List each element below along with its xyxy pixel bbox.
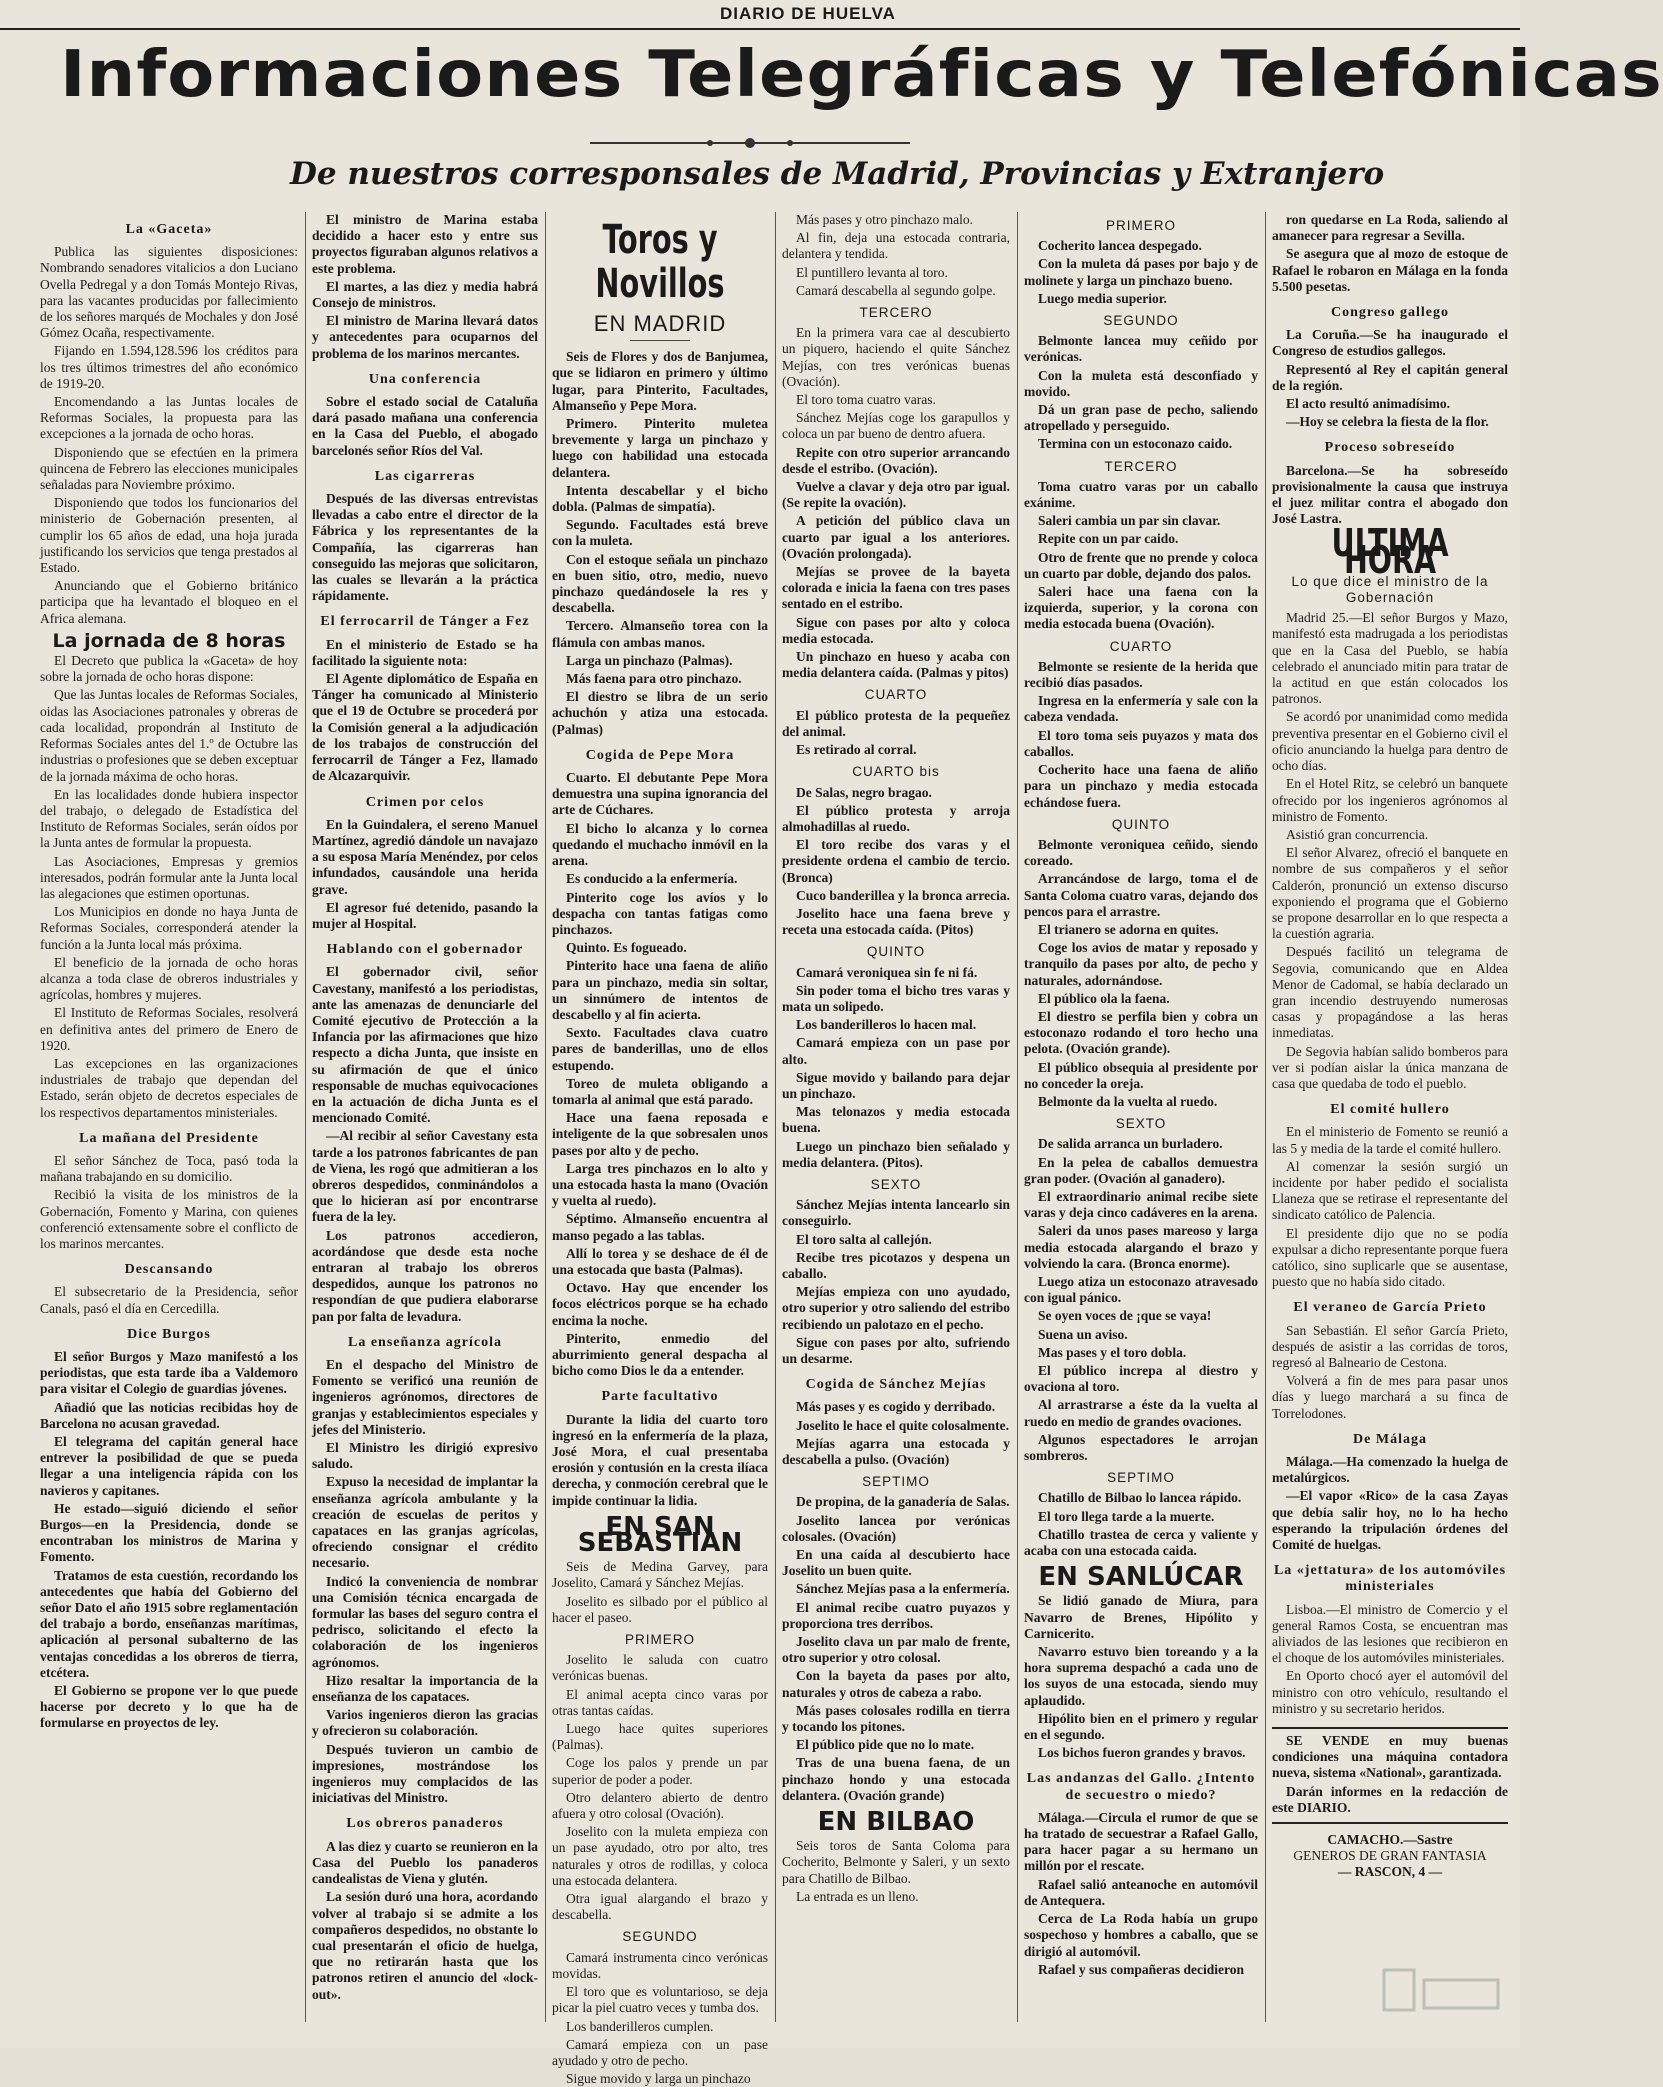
section-title: Toros y Novillos <box>595 217 725 307</box>
section-heading: Cogida de Pepe Mora <box>585 747 735 763</box>
paragraph: Algunos espectadores le arrojan sombreros. <box>1024 1431 1258 1464</box>
paragraph: Un pinchazo en hueso y acaba con media delantera caída. (Palmas y pitos) <box>782 649 1010 681</box>
paragraph: Chatillo de Bilbao lo lancea rápido. <box>1038 1490 1242 1506</box>
paragraph: En el Hotel Ritz, se celebró un banquete ofrecido por los ingenieros agrónomos al ministro de Fomento. <box>1272 776 1508 824</box>
paragraph: Sin poder toma el bicho tres varas y mata un solipedo. <box>782 982 1010 1014</box>
paragraph: Disponiendo que se efectúen en la primera quincena de Febrero las elecciones municipales señaladas para Noviembre próximo. <box>40 444 298 493</box>
paragraph: Los banderilleros lo hacen mal. <box>796 1017 977 1033</box>
paragraph: Séptimo. Almanseño encuentra al manso pegado a las tablas. <box>552 1211 768 1243</box>
paragraph: Saleri da unos pases mareoso y larga media estocada alargando el brazo y volviendo la cara. (Bronca enorme). <box>1024 1223 1258 1271</box>
paragraph: San Sebastián. El señor García Prieto, después de asistir a las corridas de toros, regresó al Balneario de Cestona. <box>1272 1322 1508 1370</box>
section-heading: Lo que dice el ministro de la Gobernación <box>1291 573 1489 606</box>
paragraph: Con el estoque señala un pinchazo en buen sitio, otro, medio, nuevo pinchazo quedándosele la res y descabella. <box>552 551 768 616</box>
paragraph: Octavo. Hay que encender los focos eléctricos porque se ha echado encima la noche. <box>552 1280 768 1328</box>
paragraph: Saleri cambia un par sin clavar. <box>1038 513 1221 529</box>
paragraph: En el ministerio de Fomento se reunió a las 5 y media de la tarde el comité hullero. <box>1272 1124 1508 1156</box>
paragraph: —El vapor «Rico» de la casa Zayas que debía salir hoy, no lo ha hecho esperando la tripulación órdenes del Comité de huelgas. <box>1272 1488 1508 1553</box>
paragraph: El acto resultó animadísimo. <box>1286 396 1451 412</box>
paragraph: Tras de una buena faena, de un pinchazo hondo y una estocada delantera. (Ovación grande) <box>782 1755 1010 1803</box>
paragraph: Sigue movido y larga un pinchazo <box>566 2071 751 2087</box>
paragraph: El Decreto que publica la «Gaceta» de hoy sobre la jornada de ocho horas dispone: <box>40 653 298 685</box>
paragraph: Cerca de La Roda había un grupo sospechoso y hombres a caballo, que se dirigió al automóvil. <box>1024 1911 1258 1959</box>
paragraph: Segundo. Facultades está breve con la muleta. <box>552 517 768 549</box>
paragraph: Las excepciones en las organizaciones industriales de trabajo que dependan del Estado, serán objeto de decretos especiales de los respectivos departamentos ministeriales. <box>40 1055 298 1120</box>
paragraph: Sánchez Mejías coge los garapullos y coloca un par bueno de dentro afuera. <box>782 410 1010 442</box>
column-6 <box>1272 212 1508 2032</box>
paragraph: Mas pases y el toro dobla. <box>1038 1344 1187 1360</box>
section-heading: Parte facultativo <box>601 1389 719 1405</box>
paragraph: El martes, a las diez y media habrá Consejo de ministros. <box>312 278 538 311</box>
paragraph: Seis de Flores y dos de Banjumea, que se lidiaron en primero y último lugar, para Pinterito, Facultades, Almanseño y Pepe Mora. <box>552 349 768 413</box>
paragraph: El toro llega tarde a la muerte. <box>1038 1508 1215 1524</box>
paragraph: Representó al Rey el capitán general de la región. <box>1272 361 1508 393</box>
section-heading: SEGUNDO <box>622 1929 698 1945</box>
paragraph: Barcelona.—Se ha sobreseído provisionalmente la causa que instruya el juez militar contra el abogado don José Lastra. <box>1272 462 1508 527</box>
paragraph: Sigue con pases por alto, sufriendo un desarme. <box>782 1334 1010 1366</box>
paragraph: Hace una faena reposada e inteligente de la que sobresalen unos pases por alto y de pecho. <box>552 1110 768 1158</box>
section-heading: PRIMERO <box>624 1632 695 1648</box>
section-heading: Hablando con el gobernador <box>326 942 524 958</box>
paragraph: De Salas, negro bragao. <box>796 784 932 800</box>
section-heading: SEPTIMO <box>862 1474 930 1490</box>
paragraph: Pinterito, enmedio del aburrimiento general despacha al bicho como Dios le da a entender. <box>552 1330 768 1379</box>
paragraph: Repite con un par caido. <box>1038 531 1179 547</box>
paragraph: El bicho lo alcanza y lo cornea quedando el muchacho inmóvil en la arena. <box>552 820 768 869</box>
section-heading: La «jettatura» de los automóviles ministeriales <box>1273 1563 1507 1595</box>
paragraph: Ingresa en la enfermería y sale con la cabeza vendada. <box>1024 693 1258 725</box>
paragraph: El toro salta al callejón. <box>796 1231 932 1247</box>
paragraph: Málaga.—Ha comenzado la huelga de metalúrgicos. <box>1272 1454 1508 1486</box>
city-heading: EN MADRID <box>593 311 727 336</box>
paragraph: Cuarto. El debutante Pepe Mora demuestra una supina ignorancia del arte de Cúchares. <box>552 770 768 818</box>
column-3 <box>552 212 768 2087</box>
paragraph: Joselito lancea por verónicas colosales. (Ovación) <box>782 1512 1010 1544</box>
paragraph: Camará instrumenta cinco verónicas movidas. <box>552 1949 768 1981</box>
paragraph: La entrada es un lleno. <box>796 1888 919 1904</box>
paragraph: He estado—siguió diciendo el señor Burgos—en la Presidencia, donde se encontraban los ministros de Marina y Fomento. <box>40 1500 298 1565</box>
paragraph: Las Asociaciones, Empresas y gremios interesados, podrán formular ante la Junta local las alegaciones que estimen oportunas. <box>40 853 298 901</box>
city-heading: EN SANLÚCAR <box>1038 1562 1244 1593</box>
paragraph: Camará empieza con un pase ayudado y otro de pecho. <box>552 2036 768 2068</box>
section-heading: La «Gaceta» <box>125 222 213 237</box>
paragraph: El ministro de Marina llevará datos y antecedentes para ocuparnos del problema de los marinos mercantes. <box>312 313 538 361</box>
paragraph: Con la bayeta da pases por alto, naturales y otros de cabeza a rabo. <box>782 1668 1010 1700</box>
ad-text: SE VENDE en muy buenas condiciones una máquina contadora nueva, sistema «National», garantizada. <box>1272 1733 1508 1781</box>
paragraph: De propina, de la ganadería de Salas. <box>796 1494 1010 1510</box>
paragraph: Se acordó por unanimidad como medida preventiva presentar en el Gobierno civil el oficio anunciando la huelga para dentro de ocho días. <box>1272 709 1508 774</box>
paragraph: Anunciando que el Gobierno británico participa que ha levantado el bloqueo en el Africa alemana. <box>40 578 298 626</box>
paragraph: Sigue con pases por alto y coloca media estocada. <box>782 614 1010 646</box>
column-4 <box>782 212 1010 2032</box>
ad-text: GENEROS DE GRAN FANTASIA <box>1293 1848 1487 1864</box>
paragraph: El diestro se libra de un serio achuchón y atiza una estocada. (Palmas) <box>552 689 768 737</box>
paragraph: Mejías se provee de la bayeta colorada e inicia la faena con tres pases sentado en el estribo. <box>782 564 1010 612</box>
paragraph: El Agente diplomático de España en Tánger ha comunicado al Ministerio que el 19 de Octubre se procederá por la Comisión general a la adjudicación de los trabajos de construcción del ferrocarril de Tánger a Fez, llamado de Alcazarquivir. <box>312 671 538 784</box>
paragraph: Más pases colosales rodilla en tierra y tocando los pitones. <box>782 1702 1010 1735</box>
masthead-title: DIARIO DE HUELVA <box>720 4 896 23</box>
paragraph: El señor Alvarez, ofreció el banquete en nombre de sus compañeros y el señor Calderón, pronunció un extenso discurso exponiendo el programa que el Gobierno se propone desarrollar en lo que respecta a la cuestión agraria. <box>1272 845 1508 942</box>
column-rule <box>1265 212 1266 2022</box>
paragraph: Se oyen voces de ¡que se vaya! <box>1038 1308 1212 1324</box>
paragraph: Primero. Pinterito muletea brevemente y larga un pinchazo y luego con habilidad una estocada delantera. <box>552 416 768 480</box>
section-heading: Las andanzas del Gallo. ¿Intento de secuestro o miedo? <box>1026 1771 1256 1803</box>
paragraph: El diestro se perfila bien y cobra un estoconazo rodando el toro hecho una pelota. (Ovación grande). <box>1024 1008 1258 1057</box>
paragraph: El toro toma seis puyazos y mata dos caballos. <box>1024 727 1258 759</box>
paragraph: Volverá a fin de mes para pasar unos días y luego marchará a su finca de Torrelodones. <box>1272 1373 1508 1421</box>
paragraph: —Al recibir al señor Cavestany esta tarde a los patronos fabricantes de pan de Viena, les rogó que admitieran a los obreros despedidos, conminándolos a que lo hicieran así por encontrarse fuera de la ley. <box>312 1128 538 1225</box>
paragraph: El toro recibe dos varas y el presidente ordena el cambio de tercio. (Bronca) <box>782 837 1010 885</box>
paragraph: Los Municipios en donde no haya Junta de Reformas Sociales, corresponderá atender la función a la Junta local más próxima. <box>40 904 298 952</box>
paragraph: El Instituto de Reformas Sociales, resolverá en definitiva antes del primero de Enero de 1920. <box>40 1005 298 1053</box>
paragraph: En el ministerio de Estado se ha facilitado la siguiente nota: <box>312 636 538 668</box>
paragraph: Al comenzar la sesión surgió un incidente por haber pedido el socialista Llaneza que se retirase el representante del sindicato católico de Palencia. <box>1272 1158 1508 1223</box>
paragraph: Tratamos de esta cuestión, recordando los antecedentes que había del Gobierno del señor Dato el año 1915 sobre reglamentación del trabajo a bordo, enseñanzas marítimas, aplicación al personal subalterno de las ventajas concedidas a los obreros de tierra, etcétera. <box>40 1567 298 1680</box>
paragraph: Con la muleta dá pases por bajo y de molinete y larga un pinchazo bueno. <box>1024 256 1258 288</box>
paragraph: Málaga.—Circula el rumor de que se ha tratado de secuestrar a Rafael Gallo, para hacer pagar a su hermano un millón por el rescate. <box>1024 1809 1258 1874</box>
paragraph: Joselito le saluda con cuatro verónicas buenas. <box>552 1652 768 1684</box>
paragraph: El público ola la faena. <box>1038 990 1170 1006</box>
section-heading: La mañana del Presidente <box>79 1130 259 1146</box>
paragraph: Los patronos accedieron, acordándose que desde esta noche entraran al trabajo los obreros despedidos, aunque los patronos no respondían de que pudiera elaborarse pan por falta de levadura. <box>312 1227 538 1324</box>
paragraph: Indicó la conveniencia de nombrar una Comisión técnica encargada de formular las bases del seguro contra el pedrisco, solicitando el efecto la colaboración de los ingenieros agrónomos. <box>312 1573 538 1670</box>
section-heading: Congreso gallego <box>1330 305 1449 321</box>
paragraph: El telegrama del capitán general hace entrever la posibilidad de que se pueda llegar a una inteligencia rápida con los navieros y capitanes. <box>40 1434 298 1498</box>
paragraph: Al fin, deja una estocada contraria, delantera y tendida. <box>782 230 1010 262</box>
paragraph: Sánchez Mejías pasa a la enfermería. <box>796 1581 1010 1597</box>
paragraph: El Ministro les dirigió expresivo saludo. <box>312 1440 538 1472</box>
paragraph: Coge los avios de matar y reposado y tranquilo da pases por alto, de pecho y naturales, adornándose. <box>1024 940 1258 988</box>
paragraph: Camará empieza con un pase por alto. <box>782 1035 1010 1067</box>
paragraph: Después de las diversas entrevistas llevadas a cabo entre el director de la Fábrica y los representantes de la Compañía, las cigarreras han conseguido las mejoras que solicitaron, las cuales se llevarán a la práctica rápidamente. <box>312 491 538 604</box>
divider <box>630 340 690 341</box>
paragraph: El agresor fué detenido, pasando la mujer al Hospital. <box>312 899 538 931</box>
paragraph: Seis toros de Santa Coloma para Cocherito, Belmonte y Saleri, y un sexto para Chatillo de Bilbao. <box>782 1838 1010 1886</box>
paragraph: Lisboa.—El ministro de Comercio y el general Ramos Costa, se encuentran mas aliviados de las lesiones que recibieron en el choque de los automóviles ministeriales. <box>1272 1601 1508 1666</box>
masthead <box>0 0 1520 30</box>
section-heading: El comité hullero <box>1330 1102 1450 1118</box>
column-rule <box>305 212 306 2022</box>
column-2 <box>312 212 538 2032</box>
paragraph: Sexto. Facultades clava cuatro pares de banderillas, uno de ellos estupendo. <box>552 1025 768 1073</box>
paragraph: En una caída al descubierto hace Joselito un buen quite. <box>782 1547 1010 1579</box>
section-heading: Cogida de Sánchez Mejías <box>805 1377 987 1393</box>
paragraph: Los banderilleros cumplen. <box>566 2018 714 2034</box>
paragraph: Después facilitó un telegrama de Segovia, comunicando que en Aldea Menor de Cadomal, se había declarado un gran incendio destruyendo numerosas casas y propagándose a las heras inmediatas. <box>1272 944 1508 1041</box>
paragraph: El extraordinario animal recibe siete varas y deja cinco cadáveres en la arena. <box>1024 1188 1258 1221</box>
paragraph: Que las Juntas locales de Reformas Sociales, oidas las Asociaciones patronales y obreras de cada localidad, propondrán al Instituto de Reformas Sociales antes del 1.º de Octubre las industrias o profesiones que se deben exceptuar de la jornada máxima de ocho horas. <box>40 687 298 784</box>
paragraph: Cuco banderillea y la bronca arrecia. <box>796 887 1010 903</box>
paragraph: En la Guindalera, el sereno Manuel Martínez, agredió dándole un navajazo a su esposa María Menéndez, por celos infundados, causándole una herida grave. <box>312 816 538 897</box>
paragraph: Termina con un estoconazo caido. <box>1038 436 1233 452</box>
paragraph: Recibe tres picotazos y despena un caballo. <box>782 1249 1010 1281</box>
classified-ad <box>1272 1727 1508 1824</box>
tailor-ad <box>1272 1832 1508 1881</box>
paragraph: Mas telonazos y media estocada buena. <box>782 1104 1010 1136</box>
section-heading: Dice Burgos <box>127 1326 211 1342</box>
paragraph: Sánchez Mejías intenta lancearlo sin conseguirlo. <box>782 1197 1010 1229</box>
paragraph: Belmonte da la vuelta al ruedo. <box>1038 1093 1218 1109</box>
paragraph: Asistió gran concurrencia. <box>1286 826 1429 842</box>
paragraph: Camará veroniquea sin fe ni fá. <box>796 964 978 980</box>
paragraph: ron quedarse en La Roda, saliendo al amanecer para regresar a Sevilla. <box>1272 212 1508 244</box>
paragraph: Madrid 25.—El señor Burgos y Mazo, manifestó esta madrugada a los periodistas que en la Casa del Pueblo, se había celebrado el anunciado mitin para tratar de la actitud en que están colocados los patronos. <box>1272 610 1508 707</box>
paragraph: Tercero. Almanseño torea con la flámula con ambas manos. <box>552 618 768 650</box>
paragraph: Al arrastrarse a éste da la vuelta al ruedo en medio de grandes ovaciones. <box>1024 1397 1258 1429</box>
section-heading: TERCERO <box>859 305 933 321</box>
paragraph: A petición del público clava un cuarto par igual a los anteriores. (Ovación prolongada). <box>782 513 1010 561</box>
paragraph: La Coruña.—Se ha inaugurado el Congreso de estudios gallegos. <box>1272 327 1508 359</box>
paragraph: El presidente dijo que no se podía expulsar a dicho representante porque fuera católico, sino suplicarle que se ausentase, puesto que no había sido citado. <box>1272 1225 1508 1290</box>
paragraph: El público pide que no lo mate. <box>796 1737 975 1753</box>
ad-address: — RASCON, 4 — <box>1337 1864 1443 1880</box>
paragraph: Es conducido a la enfermería. <box>566 871 738 887</box>
ornament-divider <box>590 136 910 150</box>
paragraph: Otro delantero abierto de dentro afuera y otro colosal (Ovación). <box>552 1789 768 1822</box>
paragraph: El Gobierno se propone ver lo que puede hacerse por decreto y lo que ha de formularse en proyectos de ley. <box>40 1683 298 1731</box>
paragraph: Belmonte se resiente de la herida que recibió días pasados. <box>1024 658 1258 691</box>
paragraph: Luego hace quites superiores (Palmas). <box>552 1721 768 1753</box>
section-heading: CUARTO <box>1109 638 1173 654</box>
paragraph: Cocherito hace una faena de aliño para un pinchazo y media estocada echándose fuera. <box>1024 762 1258 810</box>
section-heading: TERCERO <box>1104 458 1178 474</box>
paragraph: Los bichos fueron grandes y bravos. <box>1038 1745 1246 1761</box>
ultima-hora-title: ULTIMA HORA <box>1331 521 1449 582</box>
paragraph: Larga tres pinchazos en lo alto y una estocada hasta la mano (Ovación y vuelta al ruedo). <box>552 1160 768 1209</box>
paragraph: Fijando en 1.594,128.596 los créditos para los tres últimos trimestres del año económico de 1919-20. <box>40 343 298 391</box>
paragraph: El señor Burgos y Mazo manifestó a los periodistas, que esta tarde iba a Valdemoro para visitar el Colegio de guardias jóvenes. <box>40 1349 298 1397</box>
paragraph: Mejías empieza con uno ayudado, otro superior y otro saliendo del estribo recibiendo un palotazo en el pecho. <box>782 1284 1010 1332</box>
paragraph: A las diez y cuarto se reunieron en la Casa del Pueblo los panaderos candealistas de Viena y glutén. <box>312 1838 538 1887</box>
paragraph: Luego media superior. <box>1038 290 1167 306</box>
paragraph: Añadió que las noticias recibidas hoy de Barcelona no acusan gravedad. <box>40 1399 298 1431</box>
paragraph: En la pelea de caballos demuestra gran poder. (Ovación al ganadero). <box>1024 1154 1258 1186</box>
paragraph: Después tuvieron un cambio de impresiones, mostrándose los ingenieros muy complacidos de las iniciativas del Ministro. <box>312 1741 538 1806</box>
paragraph: El animal acepta cinco varas por otras tantas caídas. <box>552 1686 768 1718</box>
paragraph: Joselito le hace el quite colosalmente. <box>796 1417 1009 1433</box>
paragraph: Toma cuatro varas por un caballo exánime. <box>1024 478 1258 511</box>
paragraph: Encomendando a las Juntas locales de Reformas Sociales, la propuesta para las excepciones a la jornada de ocho horas. <box>40 394 298 442</box>
section-heading: QUINTO <box>1111 816 1171 832</box>
paragraph: El gobernador civil, señor Cavestany, manifestó a los periodistas, ante las amenazas de denunciarle del Comité ejecutivo de Protección a la Infancia por las afirmaciones que hizo respecto a dicha Junta, que insiste en su afirmación de que el único responsable de muchas equivocaciones en la actuación de dicha Junta es el mencionado Comité. <box>312 964 538 1126</box>
paragraph: Intenta descabellar y el bicho dobla. (Palmas de simpatía). <box>552 482 768 515</box>
paragraph: Joselito clava un par malo de frente, otro superior y otro colosal. <box>782 1634 1010 1666</box>
paragraph: Toreo de muleta obligando a tomarla al animal que está parado. <box>552 1075 768 1107</box>
paragraph: El beneficio de la jornada de ocho horas alcanza a toda clase de obreros industriales y agrícolas, hombres y mujeres. <box>40 954 298 1003</box>
paragraph: Joselito con la muleta empieza con un pase ayudado, otro por alto, tres naturales y otros de rodillas, y coloca una estocada delantera. <box>552 1824 768 1888</box>
paragraph: En Oporto chocó ayer el automóvil del ministro con otro vehículo, resultando el ministro y su secretario heridos. <box>1272 1668 1508 1716</box>
paragraph: Recibió la visita de los ministros de la Gobernación, Fomento y Marina, con quienes conferenció extensamente sobre el conflicto de los marinos mercantes. <box>40 1187 298 1251</box>
paragraph: Más faena para otro pinchazo. <box>566 671 742 687</box>
section-heading: Proceso sobreseído <box>1324 440 1456 456</box>
paragraph: Repite con otro superior arrancando desde el estribo. (Ovación). <box>782 444 1010 476</box>
paragraph: Durante la lidia del cuarto toro ingresó en la enfermería de la plaza, José Mora, el cual presentaba erosión y contusión en la cresta ilíaca derecha, y conmoción cerebral que le impide continuar la lidia. <box>552 1411 768 1508</box>
paragraph: Vuelve a clavar y deja otro par igual. (Se repite la ovación). <box>782 479 1010 511</box>
paragraph: Expuso la necesidad de implantar la enseñanza agrícola ambulante y la creación de escuelas de peritos y capataces en las granjas agrícolas, ofreciendo consignar el crédito necesario. <box>312 1474 538 1571</box>
section-heading: Una conferencia <box>368 371 482 387</box>
section-heading: SEGUNDO <box>1103 313 1179 329</box>
section-heading: SEXTO <box>1115 1116 1167 1132</box>
paragraph: Disponiendo que todos los funcionarios del ministerio de Gobernación presenten, al cumplir los 65 años de edad, una hoja jurada justificando los servicios que tenga prestados al Estado. <box>40 495 298 576</box>
paragraph: En la primera vara cae al descubierto un piquero, haciendo el quite Sánchez Mejías, con tres verónicas buenas (Ovación). <box>782 325 1010 389</box>
paragraph: Seis de Medina Garvey, para Joselito, Camará y Sánchez Mejías. <box>552 1559 768 1591</box>
paragraph: Se lidió ganado de Miura, para Navarro de Brenes, Hipólito y Carnicerito. <box>1024 1593 1258 1641</box>
paragraph: Más pases y es cogido y derribado. <box>796 1399 996 1415</box>
section-heading: CUARTO <box>864 687 928 703</box>
paragraph: Luego un pinchazo bien señalado y media delantera. (Pitos). <box>782 1138 1010 1170</box>
section-heading: Las cigarreras <box>374 468 476 484</box>
paragraph: El público obsequia al presidente por no conceder la oreja. <box>1024 1059 1258 1091</box>
section-heading: La jornada de 8 horas <box>52 629 286 652</box>
paragraph: Pinterito coge los avíos y lo despacha con tantas fatigas como pinchazos. <box>552 889 768 937</box>
paragraph: Joselito es silbado por el público al hacer el paseo. <box>552 1593 768 1625</box>
paragraph: El ministro de Marina estaba decidido a hacer esto y entre sus proyectos figuraban algunos relativos a este problema. <box>312 212 539 276</box>
paragraph: El animal recibe cuatro puyazos y proporciona tres derribos. <box>782 1599 1010 1631</box>
paragraph: Arrancándose de largo, toma el de Santa Coloma cuatro varas, dejando dos pencos para el arrastre. <box>1024 871 1258 919</box>
paragraph: Camará descabella al segundo golpe. <box>796 282 996 298</box>
paragraph: Belmonte lancea muy ceñido por verónicas. <box>1024 333 1258 365</box>
paragraph: El público protesta y arroja almohadillas al ruedo. <box>782 802 1010 834</box>
paragraph: De salida arranca un burladero. <box>1038 1136 1223 1152</box>
section-heading: De Málaga <box>1353 1431 1427 1447</box>
archive-watermark-icon <box>1376 1960 1506 2040</box>
paragraph: El público protesta de la pequeñez del animal. <box>782 707 1010 739</box>
paragraph: Cocherito lancea despegado. <box>1038 238 1202 254</box>
paragraph: El público increpa al diestro y ovaciona al toro. <box>1024 1363 1258 1395</box>
paragraph: Con la muleta está desconfiado y movido. <box>1024 367 1258 399</box>
column-rule <box>775 212 776 2022</box>
paragraph: Rafael salió anteanoche en automóvil de Antequera. <box>1024 1876 1258 1908</box>
section-heading: Los obreros panaderos <box>346 1816 504 1832</box>
paragraph: Hizo resaltar la importancia de la enseñanza de los capataces. <box>312 1672 538 1705</box>
paragraph: El subsecretario de la Presidencia, señor Canals, pasó el día en Cercedilla. <box>40 1284 298 1316</box>
page-headline: Informaciones Telegráficas y Telefónicas <box>60 38 1663 112</box>
column-5 <box>1024 212 1258 2032</box>
section-heading: Descansando <box>124 1262 214 1278</box>
paragraph: —Hoy se celebra la fiesta de la flor. <box>1286 414 1489 430</box>
paragraph: Publica las siguientes disposiciones: Nombrando senadores vitalicios a don Luciano Ovella Pedregal y a don Tomás Montejo Rivas, para las vacantes producidas por fallecimiento de los señores marqués de Mochales y don José Gómez Ocaña, respectivamente. <box>40 244 298 341</box>
paragraph: Se asegura que al mozo de estoque de Rafael le robaron en Málaga en la fonda 5.500 pesetas. <box>1272 246 1508 294</box>
section-heading: El ferrocarril de Tánger a Fez <box>320 614 530 630</box>
section-heading: El veraneo de García Prieto <box>1293 1300 1487 1316</box>
section-heading: PRIMERO <box>1105 218 1176 233</box>
page-subheadline: De nuestros corresponsales de Madrid, Provincias y Extranjero <box>290 156 1385 192</box>
paragraph: Más pases y otro pinchazo malo. <box>796 212 973 227</box>
column-rule <box>545 212 546 2022</box>
section-heading: La enseñanza agrícola <box>348 1334 502 1350</box>
paragraph: El señor Sánchez de Toca, pasó toda la mañana trabajando en su domicilio. <box>40 1152 298 1185</box>
paragraph: De Segovia habían salido bomberos para ver si podían aislar la única manzana de casa que quedaba de todo el pueblo. <box>1272 1043 1508 1091</box>
column-rule <box>1017 212 1018 2022</box>
paragraph: En las localidades donde hubiera inspector del trabajo, o delegado de Estadística del Instituto de Reformas Sociales, serán oídos por la Junta antes de formular la propuesta. <box>40 786 298 851</box>
paragraph: El toro que es voluntarioso, se deja picar la piel cuatro veces y tumba dos. <box>552 1984 768 2016</box>
paragraph: Mejías agarra una estocada y descabella a pulso. (Ovación) <box>782 1435 1010 1468</box>
section-heading: SEXTO <box>870 1176 922 1192</box>
paragraph: El puntillero levanta al toro. <box>796 264 948 280</box>
paragraph: La sesión duró una hora, acordando volver al trabajo si se admite a los compañeros despedidos, no obstante lo cual presentarán el oficio de huelga, que no retirarán hasta que los patronos retiren el anuncio del «lock-out». <box>312 1889 538 2002</box>
paragraph: Joselito hace una faena breve y receta una estocada caída. (Pitos) <box>782 905 1010 938</box>
paragraph: Chatillo trastea de cerca y valiente y acaba con una estocada caida. <box>1024 1526 1258 1559</box>
paragraph: Navarro estuvo bien toreando y a la hora suprema despachó a cada uno de los suyos de una estocada, siendo muy aplaudido. <box>1024 1644 1258 1708</box>
paragraph: El toro toma cuatro varas. <box>796 392 936 408</box>
paragraph: Es retirado al corral. <box>796 742 917 758</box>
paragraph: El trianero se adorna en quites. <box>1038 921 1219 937</box>
paragraph: Dá un gran pase de pecho, saliendo atropellado y perseguido. <box>1024 402 1258 434</box>
ad-title: CAMACHO.—Sastre <box>1327 1832 1453 1848</box>
section-heading: Crimen por celos <box>365 794 485 810</box>
paragraph: Otro de frente que no prende y coloca un cuarto par doble, dejando dos palos. <box>1024 549 1258 581</box>
paragraph: Hipólito bien en el primero y regular en el segundo. <box>1024 1710 1258 1743</box>
paragraph: Allí lo torea y se deshace de él de una estocada que basta (Palmas). <box>552 1245 768 1277</box>
paragraph: Rafael y sus compañeras decidieron <box>1038 1961 1244 1977</box>
section-heading: SEPTIMO <box>1107 1470 1175 1486</box>
paragraph: Varios ingenieros dieron las gracias y ofrecieron su colaboración. <box>312 1707 538 1739</box>
section-heading: QUINTO <box>866 944 926 960</box>
section-heading: CUARTO bis <box>852 764 940 780</box>
paragraph: Larga un pinchazo (Palmas). <box>566 652 733 668</box>
paragraph: Sigue movido y bailando para dejar un pinchazo. <box>782 1069 1010 1101</box>
paragraph: Suena un aviso. <box>1038 1326 1128 1342</box>
city-heading: EN SAN SEBASTIAN <box>577 1511 743 1559</box>
column-1 <box>40 212 298 2032</box>
paragraph: Sobre el estado social de Cataluña dará pasado mañana una conferencia en la Casa del Pueblo, el abogado barcelonés señor Ríos del Val. <box>312 394 538 458</box>
paragraph: Belmonte veroniquea ceñido, siendo coreado. <box>1024 836 1258 869</box>
paragraph: Coge los palos y prende un par superior de poder a poder. <box>552 1755 768 1787</box>
paragraph: Quinto. Es fogueado. <box>566 940 687 956</box>
city-heading: EN BILBAO <box>817 1807 975 1838</box>
paragraph: Otra igual alargando el brazo y descabella. <box>552 1891 768 1923</box>
paragraph: Saleri hace una faena con la izquierda, superior, y la corona con media estocada buena (Ovación). <box>1024 584 1258 632</box>
paragraph: Luego atiza un estoconazo atravesado con igual pánico. <box>1024 1273 1258 1306</box>
paragraph: En el despacho del Ministro de Fomento se verificó una reunión de ingenieros agrónomos, directores de granjas y establecimientos especiales y jefes del Ministerio. <box>312 1357 538 1437</box>
ad-text: Darán informes en la redacción de este DIARIO. <box>1272 1783 1508 1815</box>
paragraph: Pinterito hace una faena de aliño para un pinchazo, media sin soltar, un sinnúmero de intentos de descabello y al fin acierta. <box>552 958 768 1022</box>
